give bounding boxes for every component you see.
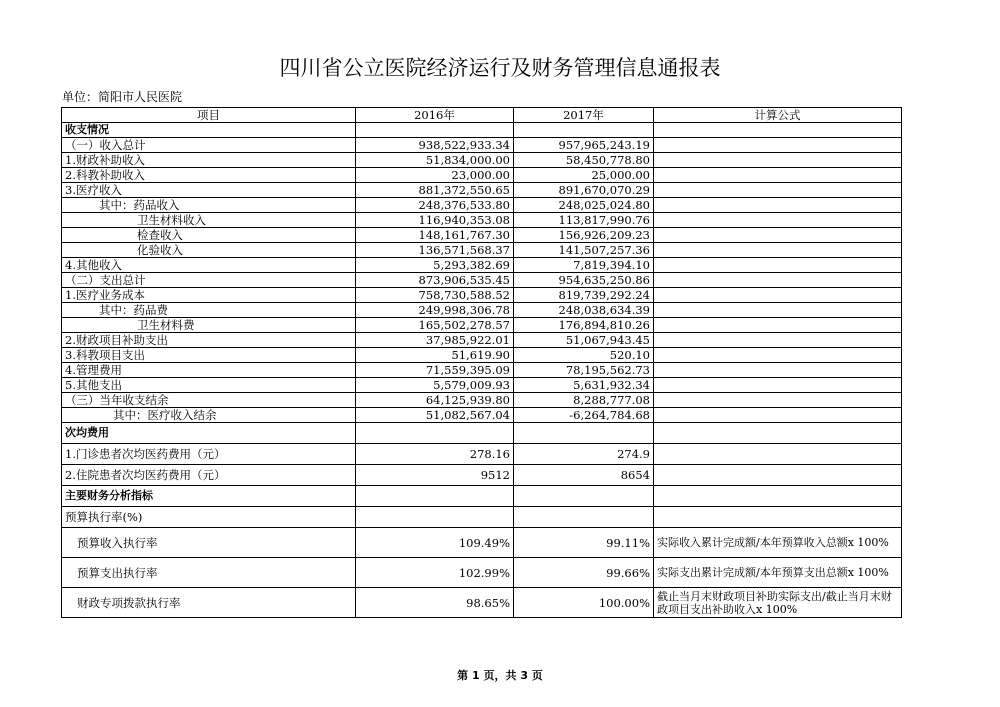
value-2017: 78,195,562.73 [514,363,654,378]
value-2017: 819,739,292.24 [514,288,654,303]
table-row [62,408,902,423]
value-2017: 5,631,932.34 [514,378,654,393]
row-label: （二）支出总计 [62,273,356,288]
formula-cell [654,408,902,423]
value-2016: 165,502,278.57 [356,318,514,333]
table-row [62,198,902,213]
value-2016: 136,571,568.37 [356,243,514,258]
empty-cell [654,486,902,507]
report-table [61,107,902,618]
section-label: 收支情况 [62,123,356,138]
value-2017: 51,067,943.45 [514,333,654,348]
table-row [62,168,902,183]
value-2017: 248,025,024.80 [514,198,654,213]
table-row [62,273,902,288]
row-label: 2.科教补助收入 [62,168,356,183]
table-row [62,138,902,153]
value-2017: 954,635,250.86 [514,273,654,288]
value-2016: 102.99% [356,558,514,588]
unit-label: 单位：简阳市人民医院 [62,90,183,104]
header-item: 项目 [62,108,356,123]
value-2016: 148,161,767.30 [356,228,514,243]
row-label: 其中：医疗收入结余 [62,408,356,423]
formula-cell [654,348,902,363]
value-2017: 100.00% [514,588,654,618]
value-2016: 51,619.90 [356,348,514,363]
value-2016: 37,985,922.01 [356,333,514,348]
formula-cell [654,393,902,408]
table-row [62,528,902,558]
formula-cell [654,303,902,318]
formula-cell [654,183,902,198]
value-2017: 99.11% [514,528,654,558]
row-label: （一）收入总计 [62,138,356,153]
value-2016: 109.49% [356,528,514,558]
value-2016: 23,000.00 [356,168,514,183]
formula-cell [654,288,902,303]
value-2016: 51,834,000.00 [356,153,514,168]
row-label: 2.财政项目补助支出 [62,333,356,348]
value-2017: 176,894,810.26 [514,318,654,333]
table-header-row [62,108,902,123]
row-label: 1.门诊患者次均医药费用（元） [62,444,356,465]
row-label: 卫生材料费 [62,318,356,333]
value-2016: 938,522,933.34 [356,138,514,153]
section-row [62,486,902,507]
value-2017: 58,450,778.80 [514,153,654,168]
empty-cell [654,423,902,444]
row-label: 4.其他收入 [62,258,356,273]
row-label: 预算支出执行率 [62,558,356,588]
value-2016: 278.16 [356,444,514,465]
row-label: 化验收入 [62,243,356,258]
formula-cell [654,465,902,486]
page-footer: 第 1 页，共 3 页 [457,669,543,682]
section-label: 主要财务分析指标 [62,486,356,507]
value-2017: 957,965,243.19 [514,138,654,153]
value-2017: -6,264,784.68 [514,408,654,423]
header-2016: 2016年 [356,108,514,123]
row-label: 3.医疗收入 [62,183,356,198]
formula-cell [654,153,902,168]
empty-cell [514,123,654,138]
table-row [62,153,902,168]
row-label: 1.财政补助收入 [62,153,356,168]
row-label: 卫生材料收入 [62,213,356,228]
table-row [62,213,902,228]
table-row [62,258,902,273]
row-label: 2.住院患者次均医药费用（元） [62,465,356,486]
row-label: 其中：药品费 [62,303,356,318]
value-2017: 99.66% [514,558,654,588]
table-row [62,333,902,348]
value-2017 [514,507,654,528]
value-2017: 520.10 [514,348,654,363]
row-label: 5.其他支出 [62,378,356,393]
header-formula: 计算公式 [654,108,902,123]
formula-cell [654,198,902,213]
table-row [62,465,902,486]
value-2017: 7,819,394.10 [514,258,654,273]
formula-cell: 截止当月末财政项目补助实际支出/截止当月末财政项目支出补助收入x 100% [654,588,902,618]
table-row [62,288,902,303]
formula-cell: 实际支出累计完成额/本年预算支出总额x 100% [654,558,902,588]
value-2016: 249,998,306.78 [356,303,514,318]
row-label: 4.管理费用 [62,363,356,378]
formula-cell [654,444,902,465]
empty-cell [356,123,514,138]
row-label: 其中：药品收入 [62,198,356,213]
formula-cell [654,138,902,153]
formula-cell [654,243,902,258]
value-2016: 51,082,567.04 [356,408,514,423]
row-label: 财政专项拨款执行率 [62,588,356,618]
empty-cell [654,123,902,138]
value-2016: 5,579,009.93 [356,378,514,393]
value-2017: 25,000.00 [514,168,654,183]
empty-cell [356,423,514,444]
table-row [62,444,902,465]
section-row [62,123,902,138]
row-label: 预算收入执行率 [62,528,356,558]
empty-cell [514,423,654,444]
value-2017: 274.9 [514,444,654,465]
header-2017: 2017年 [514,108,654,123]
value-2017: 891,670,070.29 [514,183,654,198]
value-2017: 248,038,634.39 [514,303,654,318]
table-row [62,243,902,258]
value-2017: 141,507,257.36 [514,243,654,258]
value-2016: 116,940,353.08 [356,213,514,228]
formula-cell [654,168,902,183]
row-label: 预算执行率(%) [62,507,356,528]
value-2016: 758,730,588.52 [356,288,514,303]
formula-cell [654,507,902,528]
table-row [62,363,902,378]
value-2016: 64,125,939.80 [356,393,514,408]
table-row [62,228,902,243]
formula-cell [654,273,902,288]
table-row [62,507,902,528]
table-row [62,393,902,408]
value-2017: 8,288,777.08 [514,393,654,408]
empty-cell [514,486,654,507]
value-2016 [356,507,514,528]
table-row [62,558,902,588]
table-row [62,588,902,618]
value-2017: 156,926,209.23 [514,228,654,243]
value-2017: 113,817,990.76 [514,213,654,228]
row-label: （三）当年收支结余 [62,393,356,408]
formula-cell [654,318,902,333]
section-row [62,423,902,444]
value-2016: 881,372,550.65 [356,183,514,198]
table-row [62,348,902,363]
value-2016: 873,906,535.45 [356,273,514,288]
empty-cell [356,486,514,507]
row-label: 3.科教项目支出 [62,348,356,363]
value-2017: 8654 [514,465,654,486]
table-row [62,303,902,318]
row-label: 1.医疗业务成本 [62,288,356,303]
value-2016: 248,376,533.80 [356,198,514,213]
value-2016: 71,559,395.09 [356,363,514,378]
value-2016: 5,293,382.69 [356,258,514,273]
table-row [62,378,902,393]
row-label: 检查收入 [62,228,356,243]
table-row [62,318,902,333]
formula-cell: 实际收入累计完成额/本年预算收入总额x 100% [654,528,902,558]
formula-cell [654,228,902,243]
formula-cell [654,258,902,273]
page-title: 四川省公立医院经济运行及财务管理信息通报表 [279,56,721,80]
formula-cell [654,378,902,393]
section-label: 次均费用 [62,423,356,444]
value-2016: 98.65% [356,588,514,618]
value-2016: 9512 [356,465,514,486]
formula-cell [654,213,902,228]
formula-cell [654,363,902,378]
formula-cell [654,333,902,348]
table-row [62,183,902,198]
